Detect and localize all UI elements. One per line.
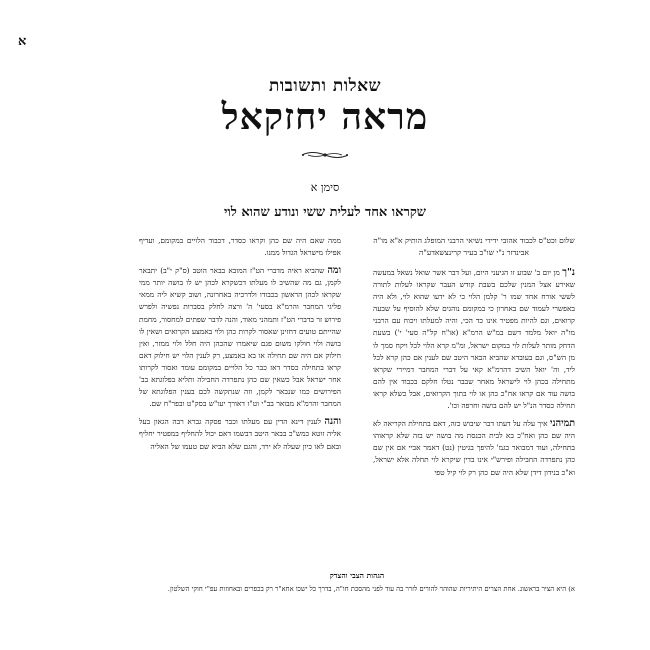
paragraph xyxy=(139,265,341,410)
paragraph-lead: ומה xyxy=(327,265,341,277)
right-column xyxy=(373,235,575,485)
page-number: א xyxy=(18,34,27,49)
series-title: שאלות ותשובות xyxy=(268,76,382,96)
paragraph-lead: נ"ך xyxy=(562,267,575,278)
footnotes-title: הגהות הצבי והצדק xyxy=(329,571,385,580)
footnote-text: א) היא הציר בראשונ. אחת הצרים היתיריות שהוהר להורים לזרר בה עוד לפני מהסכת חו"ה, בדרך כל ישכו אחא"ר רק בכפרים ובאחוזות עפ"י חוקי השלטון. xyxy=(167,585,575,593)
section-subject: שקראו אחד לעלית ששי ונודע שהוא לוי xyxy=(223,205,426,220)
paragraph-text: מן יום ב' שבוע זו הגיעני היום, ועל דבר אשר שואל נשאל במעשה שאירע אצל המנין שלכם בשבת קודש העבר שקראו לעלות לתורה לששי אורח אחד שמו ר' קלמן הלוי כי לא ידעו שהוא לוי, ולא היה באפשרי לעמוד שם באחרון כי במקומם נוהגים שלא להוסיף על שבעה קרואים, וגם להיות מפטיר אינו כד הכי, והיה למעלתו ויכוח עם הרבני מו"ה יואל מלמד דשם במ"ש הרמ"א (או"ח קל"ה סעי' י') בשעת הדחק מותר לעלות לוי במקום ישראל, ומ"מ קרא הלוי לכל ויקח סמך לו מן הש"ס, וגם בעובדא שהביא הבאר היטב שם לענין אם כהן קרא לכל ליד, וה' יואל השיב דהרמ"א קאי על דברי המחבר דמיירי שקראו מתחילה בכהן לוי לישראל מאחר שבבר נטלו חלקם בכבוד אין להם בושה עוד אם קראו אח"כ כהן או לוי בתוך הקרואים, אבל כשלא קראו תחילה כסדר הנ"ל יש להם בושה וחרפה וכו'. xyxy=(373,268,575,411)
left-column xyxy=(139,235,341,459)
paragraph xyxy=(139,235,341,259)
paragraph-text: ממה שאם היה שם כהן וקראו כסדר, דכבוד הלויים במקומם, ועדיף אפילו מישראל הגדול ממנו. xyxy=(139,236,341,258)
book-title: מראה יחזקאל xyxy=(221,96,429,138)
footnotes xyxy=(139,570,575,595)
greeting-text: שלום וכט"ס לכבוד אהובי ידידי נשיאי הרבני המופלג הותיק א"א מו"ה אבינדזר נ"י שו"ב בעיר קרינצשאדע"ה xyxy=(373,236,575,257)
ornament-divider xyxy=(300,150,350,160)
paragraph-lead: תמיהני xyxy=(550,418,575,430)
paragraph xyxy=(139,416,341,452)
paragraph-lead: והנה xyxy=(324,416,341,428)
section-number: סימן א xyxy=(310,181,340,194)
paragraph-text: שהביא ראיה מדברי הט"ז המובא בבאר הוטב (ס"ק י"ב) יתבאר לקמן, גם מה שהשיב לו מעלתו דכשקרא לכהן יש לו בושה יותר ממי שקראו לכהן הראשון בכבודו ולדרכיה באחרונה, ושוב קשיא ליה ממאי פליגי המחבר והרמ"א בסעי' ה' ורצה לחלק בסברות נפשיה ולפרש פירוש זר בדברי הט"ז ותמהני מאוד, והנה לדבר שפתים למחסור, מחמת שהייתם טועים דחזינן שאסור לקרות כהן ולוי באמצע הקרואים ושאין לו בושה ולוי חולקו משום פגם שיאמרו שהכהן היה חלל ולוי ממזר, ואין חילוק אם היה שם תחילה או בא באמצע, רק לענין הלוי יש חילוק דאם קראו בתחילה כסדר דאז כבר כל הלויים במקומם עומד ואסור לקרותו אחר ישראל אבל כשאין שם כהן נתפרדה החבילה ותליא בפלוגתא בב' הפירושים כמו שנבאר לקמן, וזה שנתקשה לכם בענין הפלוגתא של המחבר והרמ"א מבואר בב"י וט"ז דאורך יעו"ש בסק"ט ובפר"ח שם. xyxy=(139,266,341,409)
paragraph xyxy=(373,267,575,412)
paragraph-text: איך עלה על דעתו דבר שיבוש כזה, דאם בתחילת הקריאה לא היה שם כהן ואח"כ בא לבית הכנסת מה בושה יש בזה שלא קראוהו בתחילה, ועוד דמבואר בגמ' להיפך בגיטין (נט) דאמר אביי אם אין שם כהן נתפרדה החבילה ופירש"י אינו בדין שיקרא לוי תחלה אלא ישראל, וא"כ בנידון דידן שלא היה שם כהן רק לוי קיל טפי xyxy=(373,419,575,477)
paragraph xyxy=(373,418,575,478)
paragraph-text: לענין דינא הדין עם מעלתו וכבר פסקה גברא רבה הגאון בעל אליה זוטא כמש"כ בבאר היטב דבשמו דאם יכול להחליף במפטיר יחליף ובאם לאו כיון שעלה לא ירד, והגם שלא הביא שם טעמו של האליה xyxy=(139,417,341,451)
